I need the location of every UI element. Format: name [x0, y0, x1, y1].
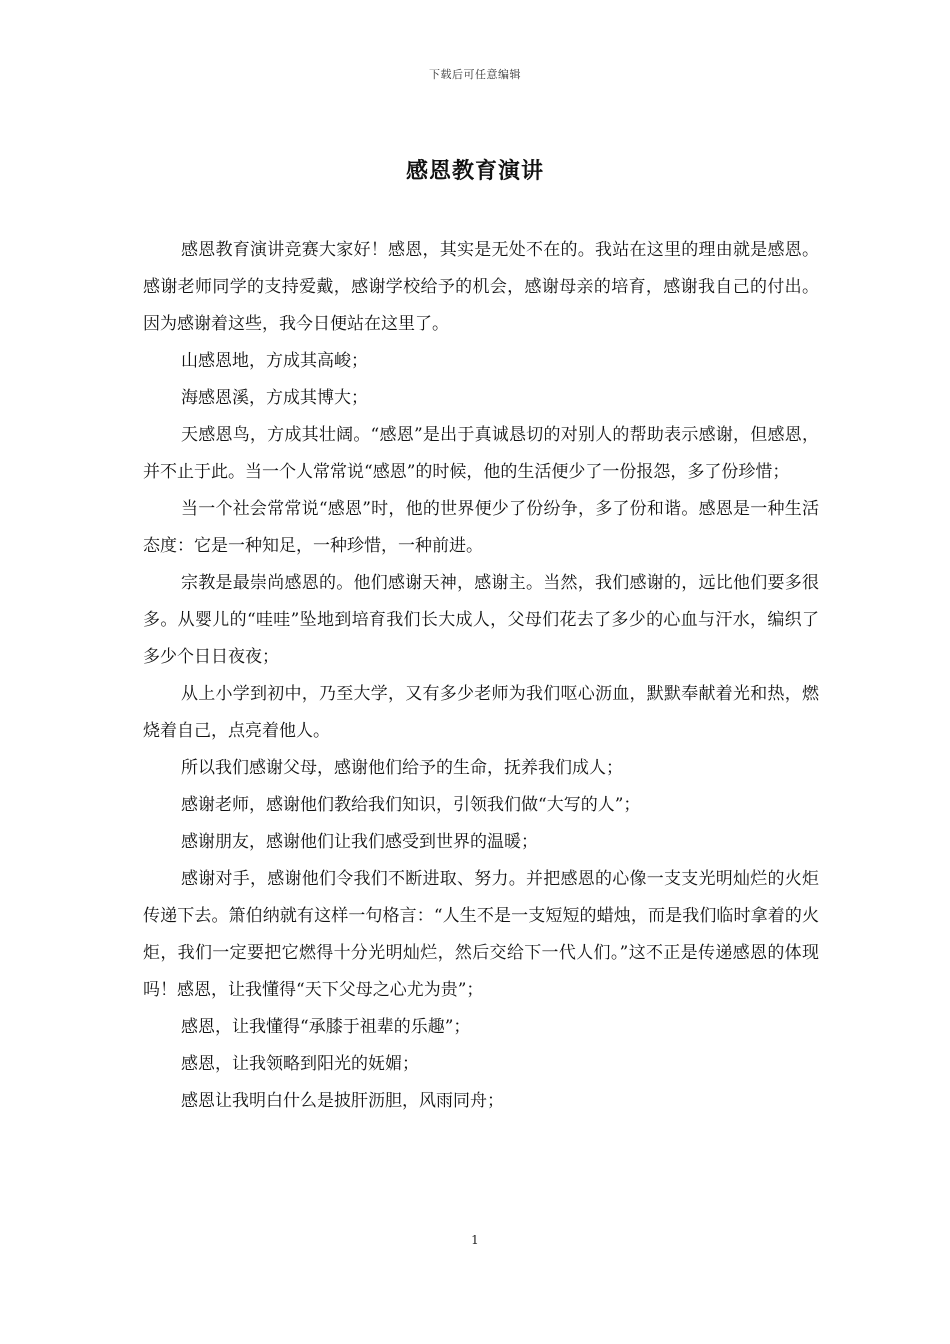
- paragraph-10: 感谢朋友，感谢他们让我们感受到世界的温暖；: [181, 832, 538, 852]
- paragraph-3: 海感恩溪，方成其博大；: [181, 388, 368, 408]
- paragraph-7: 从上小学到初中，乃至大学，又有多少老师为我们呕心沥血，默默奉献着光和热，燃烧着自己，点亮着他人。: [143, 684, 819, 741]
- paragraph-1: 感恩教育演讲竞赛大家好！感恩，其实是无处不在的。我站在这里的理由就是感恩。感谢老师同学的支持爱戴，感谢学校给予的机会，感谢母亲的培育，感谢我自己的付出。因为感谢着这些，我今日便站在这里了。: [143, 240, 819, 334]
- paragraph-14: 感恩让我明白什么是披肝沥胆，风雨同舟；: [181, 1091, 504, 1111]
- paragraph-13: 感恩，让我领略到阳光的妩媚；: [181, 1054, 419, 1074]
- document-title: 感恩教育演讲: [405, 158, 544, 184]
- paragraph-4: 天感恩鸟，方成其壮阔。“感恩”是出于真诚恳切的对别人的帮助表示感谢，但感恩，并不止于此。当一个人常常说“感恩”的时候，他的生活便少了一份报怨，多了份珍惜；: [143, 425, 819, 482]
- paragraph-9: 感谢老师，感谢他们教给我们知识，引领我们做“大写的人”；: [181, 795, 641, 815]
- page-header: 下载后可任意编辑: [429, 68, 521, 81]
- paragraph-11: 感谢对手，感谢他们令我们不断进取、努力。并把感恩的心像一支支光明灿烂的火炬传递下去。箫伯纳就有这样一句格言：“人生不是一支短短的蜡烛，而是我们临时拿着的火炬，我们一定要把它燃得十分光明灿烂，然后交给下一代人们。”这不正是传递感恩的体现吗！感恩，让我懂得“天下父母之心尤为贵”；: [143, 869, 819, 1000]
- paragraph-8: 所以我们感谢父母，感谢他们给予的生命，抚养我们成人；: [181, 758, 623, 778]
- paragraph-5: 当一个社会常常说“感恩”时，他的世界便少了份纷争，多了份和谐。感恩是一种生活态度：它是一种知足，一种珍惜，一种前进。: [143, 499, 819, 556]
- paragraph-2: 山感恩地，方成其高峻；: [181, 351, 368, 371]
- document-body: [143, 232, 819, 1120]
- paragraph-6: 宗教是最崇尚感恩的。他们感谢天神，感谢主。当然，我们感谢的，远比他们要多很多。从婴儿的“哇哇”坠地到培育我们长大成人，父母们花去了多少的心血与汗水，编织了多少个日日夜夜；: [143, 573, 819, 667]
- paragraph-12: 感恩，让我懂得“承膝于祖辈的乐趣”；: [181, 1017, 471, 1037]
- page-number: 1: [471, 1233, 479, 1247]
